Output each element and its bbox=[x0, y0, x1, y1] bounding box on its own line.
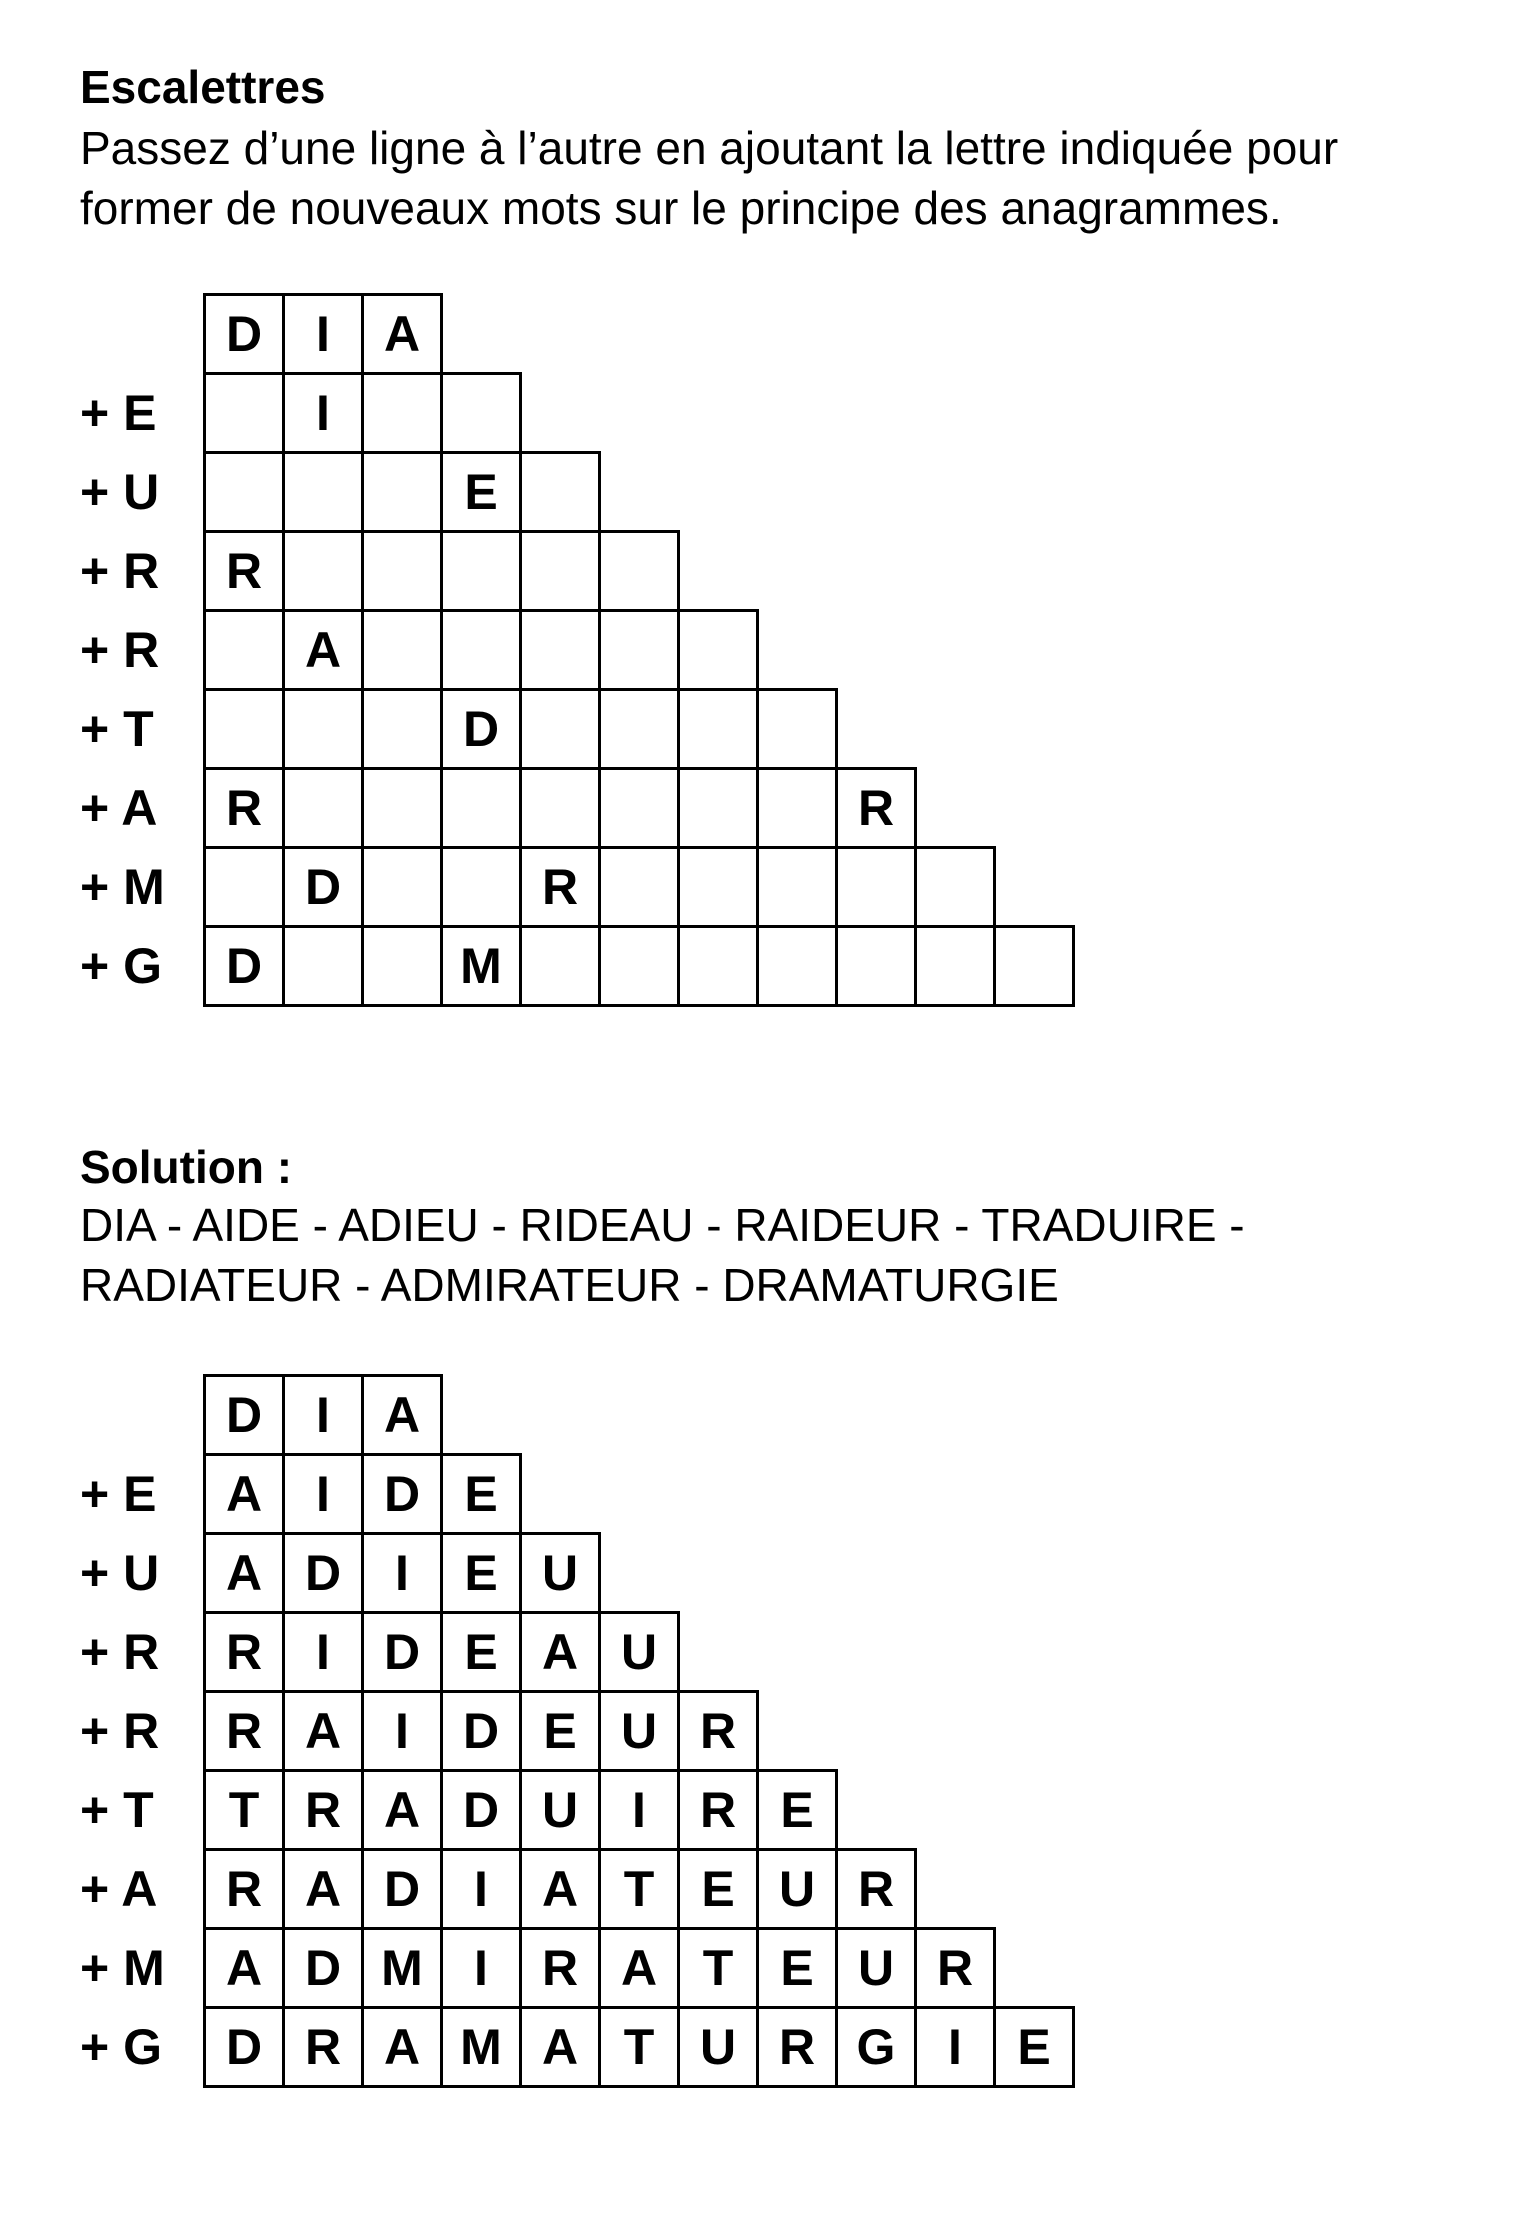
solution-row-label: + U bbox=[80, 1545, 160, 1601]
solution-cell: R bbox=[203, 1848, 285, 1930]
solution-cell: A bbox=[519, 2006, 601, 2088]
puzzle-cell[interactable]: I bbox=[282, 372, 364, 454]
puzzle-row-label: + R bbox=[80, 622, 160, 678]
puzzle-cell[interactable]: D bbox=[203, 293, 285, 375]
puzzle-cell[interactable] bbox=[677, 688, 759, 770]
puzzle-cell[interactable]: D bbox=[282, 846, 364, 928]
solution-cell: A bbox=[519, 1611, 601, 1693]
instructions-line-2: former de nouveaux mots sur le principe des anagrammes. bbox=[80, 182, 1282, 234]
puzzle-cell[interactable] bbox=[756, 925, 838, 1007]
solution-cell: T bbox=[677, 1927, 759, 2009]
puzzle-cell[interactable]: E bbox=[440, 451, 522, 533]
puzzle-cell[interactable] bbox=[756, 846, 838, 928]
puzzle-cell[interactable] bbox=[282, 767, 364, 849]
puzzle-cell[interactable] bbox=[835, 846, 917, 928]
solution-cell: R bbox=[203, 1611, 285, 1693]
solution-cell: E bbox=[677, 1848, 759, 1930]
puzzle-row-label: + U bbox=[80, 464, 160, 520]
puzzle-cell[interactable] bbox=[361, 767, 443, 849]
puzzle-cell[interactable]: D bbox=[203, 925, 285, 1007]
solution-cell: U bbox=[756, 1848, 838, 1930]
solution-line-2: RADIATEUR - ADMIRATEUR - DRAMATURGIE bbox=[80, 1259, 1059, 1311]
solution-cell: T bbox=[203, 1769, 285, 1851]
puzzle-cell[interactable]: R bbox=[835, 767, 917, 849]
puzzle-cell[interactable] bbox=[993, 925, 1075, 1007]
puzzle-cell[interactable] bbox=[598, 925, 680, 1007]
solution-cell: D bbox=[282, 1927, 364, 2009]
puzzle-cell[interactable] bbox=[677, 925, 759, 1007]
solution-cell: U bbox=[519, 1532, 601, 1614]
solution-text bbox=[80, 1195, 1480, 1315]
puzzle-cell[interactable] bbox=[440, 609, 522, 691]
solution-cell: G bbox=[835, 2006, 917, 2088]
puzzle-row-label: + A bbox=[80, 780, 158, 836]
puzzle-cell[interactable]: D bbox=[440, 688, 522, 770]
solution-cell: R bbox=[519, 1927, 601, 2009]
solution-cell: D bbox=[440, 1690, 522, 1772]
solution-cell: E bbox=[756, 1769, 838, 1851]
puzzle-cell[interactable] bbox=[677, 609, 759, 691]
puzzle-cell[interactable] bbox=[282, 530, 364, 612]
solution-cell: I bbox=[598, 1769, 680, 1851]
solution-cell: A bbox=[282, 1690, 364, 1772]
puzzle-cell[interactable] bbox=[440, 767, 522, 849]
solution-cell: T bbox=[598, 1848, 680, 1930]
solution-row-label: + G bbox=[80, 2019, 162, 2075]
puzzle-cell[interactable] bbox=[282, 451, 364, 533]
instructions bbox=[80, 118, 1480, 238]
puzzle-cell[interactable] bbox=[203, 451, 285, 533]
solution-cell: A bbox=[203, 1532, 285, 1614]
solution-cell: U bbox=[598, 1690, 680, 1772]
solution-title: Solution : bbox=[80, 1141, 293, 1193]
puzzle-cell[interactable] bbox=[519, 767, 601, 849]
solution-cell: D bbox=[361, 1611, 443, 1693]
solution-cell: I bbox=[282, 1453, 364, 1535]
solution-cell: U bbox=[835, 1927, 917, 2009]
puzzle-row-label: + M bbox=[80, 859, 165, 915]
puzzle-title: Escalettres bbox=[80, 61, 326, 113]
solution-row-label: + T bbox=[80, 1782, 154, 1838]
solution-cell: R bbox=[282, 2006, 364, 2088]
puzzle-row-label: + G bbox=[80, 938, 162, 994]
solution-cell: D bbox=[203, 1374, 285, 1456]
solution-cell: I bbox=[361, 1690, 443, 1772]
solution-cell: R bbox=[835, 1848, 917, 1930]
puzzle-cell[interactable] bbox=[756, 688, 838, 770]
solution-cell: E bbox=[993, 2006, 1075, 2088]
solution-cell: R bbox=[677, 1690, 759, 1772]
puzzle-cell[interactable] bbox=[598, 846, 680, 928]
puzzle-cell[interactable] bbox=[598, 767, 680, 849]
solution-cell: A bbox=[203, 1453, 285, 1535]
puzzle-cell[interactable] bbox=[361, 451, 443, 533]
puzzle-cell[interactable] bbox=[361, 925, 443, 1007]
solution-cell: A bbox=[282, 1848, 364, 1930]
solution-row-label: + R bbox=[80, 1703, 160, 1759]
puzzle-row-label: + R bbox=[80, 543, 160, 599]
solution-cell: E bbox=[756, 1927, 838, 2009]
puzzle-cell[interactable] bbox=[203, 846, 285, 928]
puzzle-cell[interactable] bbox=[598, 688, 680, 770]
solution-cell: A bbox=[361, 1769, 443, 1851]
solution-cell: U bbox=[519, 1769, 601, 1851]
puzzle-cell[interactable] bbox=[361, 688, 443, 770]
solution-row-label: + E bbox=[80, 1466, 157, 1522]
solution-cell: E bbox=[440, 1453, 522, 1535]
solution-cell: M bbox=[440, 2006, 522, 2088]
solution-line-1: DIA - AIDE - ADIEU - RIDEAU - RAIDEUR - TRADUIRE - bbox=[80, 1199, 1245, 1251]
solution-cell: T bbox=[598, 2006, 680, 2088]
puzzle-cell[interactable]: I bbox=[282, 293, 364, 375]
solution-cell: R bbox=[756, 2006, 838, 2088]
solution-cell: A bbox=[598, 1927, 680, 2009]
solution-cell: D bbox=[282, 1532, 364, 1614]
solution-cell: D bbox=[440, 1769, 522, 1851]
puzzle-cell[interactable] bbox=[598, 609, 680, 691]
puzzle-cell[interactable] bbox=[440, 846, 522, 928]
solution-cell: E bbox=[440, 1532, 522, 1614]
puzzle-cell[interactable] bbox=[914, 925, 996, 1007]
solution-cell: A bbox=[519, 1848, 601, 1930]
puzzle-cell[interactable]: A bbox=[282, 609, 364, 691]
puzzle-cell[interactable] bbox=[440, 372, 522, 454]
solution-cell: I bbox=[361, 1532, 443, 1614]
puzzle-cell[interactable] bbox=[361, 609, 443, 691]
solution-cell: D bbox=[361, 1453, 443, 1535]
puzzle-cell[interactable] bbox=[361, 846, 443, 928]
solution-cell: R bbox=[282, 1769, 364, 1851]
solution-cell: A bbox=[361, 2006, 443, 2088]
puzzle-cell[interactable] bbox=[598, 530, 680, 612]
solution-cell: I bbox=[282, 1611, 364, 1693]
puzzle-cell[interactable] bbox=[519, 530, 601, 612]
solution-row-label: + R bbox=[80, 1624, 160, 1680]
solution-cell: I bbox=[440, 1848, 522, 1930]
puzzle-cell[interactable] bbox=[203, 372, 285, 454]
puzzle-cell[interactable] bbox=[756, 767, 838, 849]
solution-row-label: + A bbox=[80, 1861, 158, 1917]
puzzle-row-label: + E bbox=[80, 385, 157, 441]
puzzle-cell[interactable] bbox=[519, 688, 601, 770]
solution-cell: A bbox=[203, 1927, 285, 2009]
solution-cell: M bbox=[361, 1927, 443, 2009]
puzzle-cell[interactable] bbox=[677, 846, 759, 928]
puzzle-cell[interactable] bbox=[519, 451, 601, 533]
puzzle-cell[interactable]: M bbox=[440, 925, 522, 1007]
puzzle-cell[interactable] bbox=[519, 609, 601, 691]
puzzle-cell[interactable] bbox=[282, 925, 364, 1007]
solution-cell: U bbox=[598, 1611, 680, 1693]
puzzle-row-label: + T bbox=[80, 701, 154, 757]
solution-cell: U bbox=[677, 2006, 759, 2088]
puzzle-cell[interactable] bbox=[282, 688, 364, 770]
puzzle-cell[interactable] bbox=[677, 767, 759, 849]
solution-cell: I bbox=[914, 2006, 996, 2088]
puzzle-cell[interactable]: R bbox=[519, 846, 601, 928]
puzzle-cell[interactable] bbox=[361, 530, 443, 612]
puzzle-cell[interactable] bbox=[203, 609, 285, 691]
solution-cell: I bbox=[282, 1374, 364, 1456]
instructions-line-1: Passez d’une ligne à l’autre en ajoutant la lettre indiquée pour bbox=[80, 122, 1339, 174]
solution-cell: D bbox=[203, 2006, 285, 2088]
puzzle-cell[interactable]: R bbox=[203, 530, 285, 612]
puzzle-cell[interactable] bbox=[835, 925, 917, 1007]
solution-cell: E bbox=[440, 1611, 522, 1693]
puzzle-cell[interactable] bbox=[203, 688, 285, 770]
solution-cell: R bbox=[203, 1690, 285, 1772]
puzzle-cell[interactable] bbox=[361, 372, 443, 454]
puzzle-cell[interactable]: A bbox=[361, 293, 443, 375]
solution-cell: R bbox=[677, 1769, 759, 1851]
solution-row-label: + M bbox=[80, 1940, 165, 1996]
puzzle-cell[interactable] bbox=[914, 846, 996, 928]
puzzle-cell[interactable]: R bbox=[203, 767, 285, 849]
solution-cell: E bbox=[519, 1690, 601, 1772]
puzzle-cell[interactable] bbox=[519, 925, 601, 1007]
puzzle-cell[interactable] bbox=[440, 530, 522, 612]
solution-cell: I bbox=[440, 1927, 522, 2009]
solution-cell: D bbox=[361, 1848, 443, 1930]
solution-cell: A bbox=[361, 1374, 443, 1456]
solution-cell: R bbox=[914, 1927, 996, 2009]
